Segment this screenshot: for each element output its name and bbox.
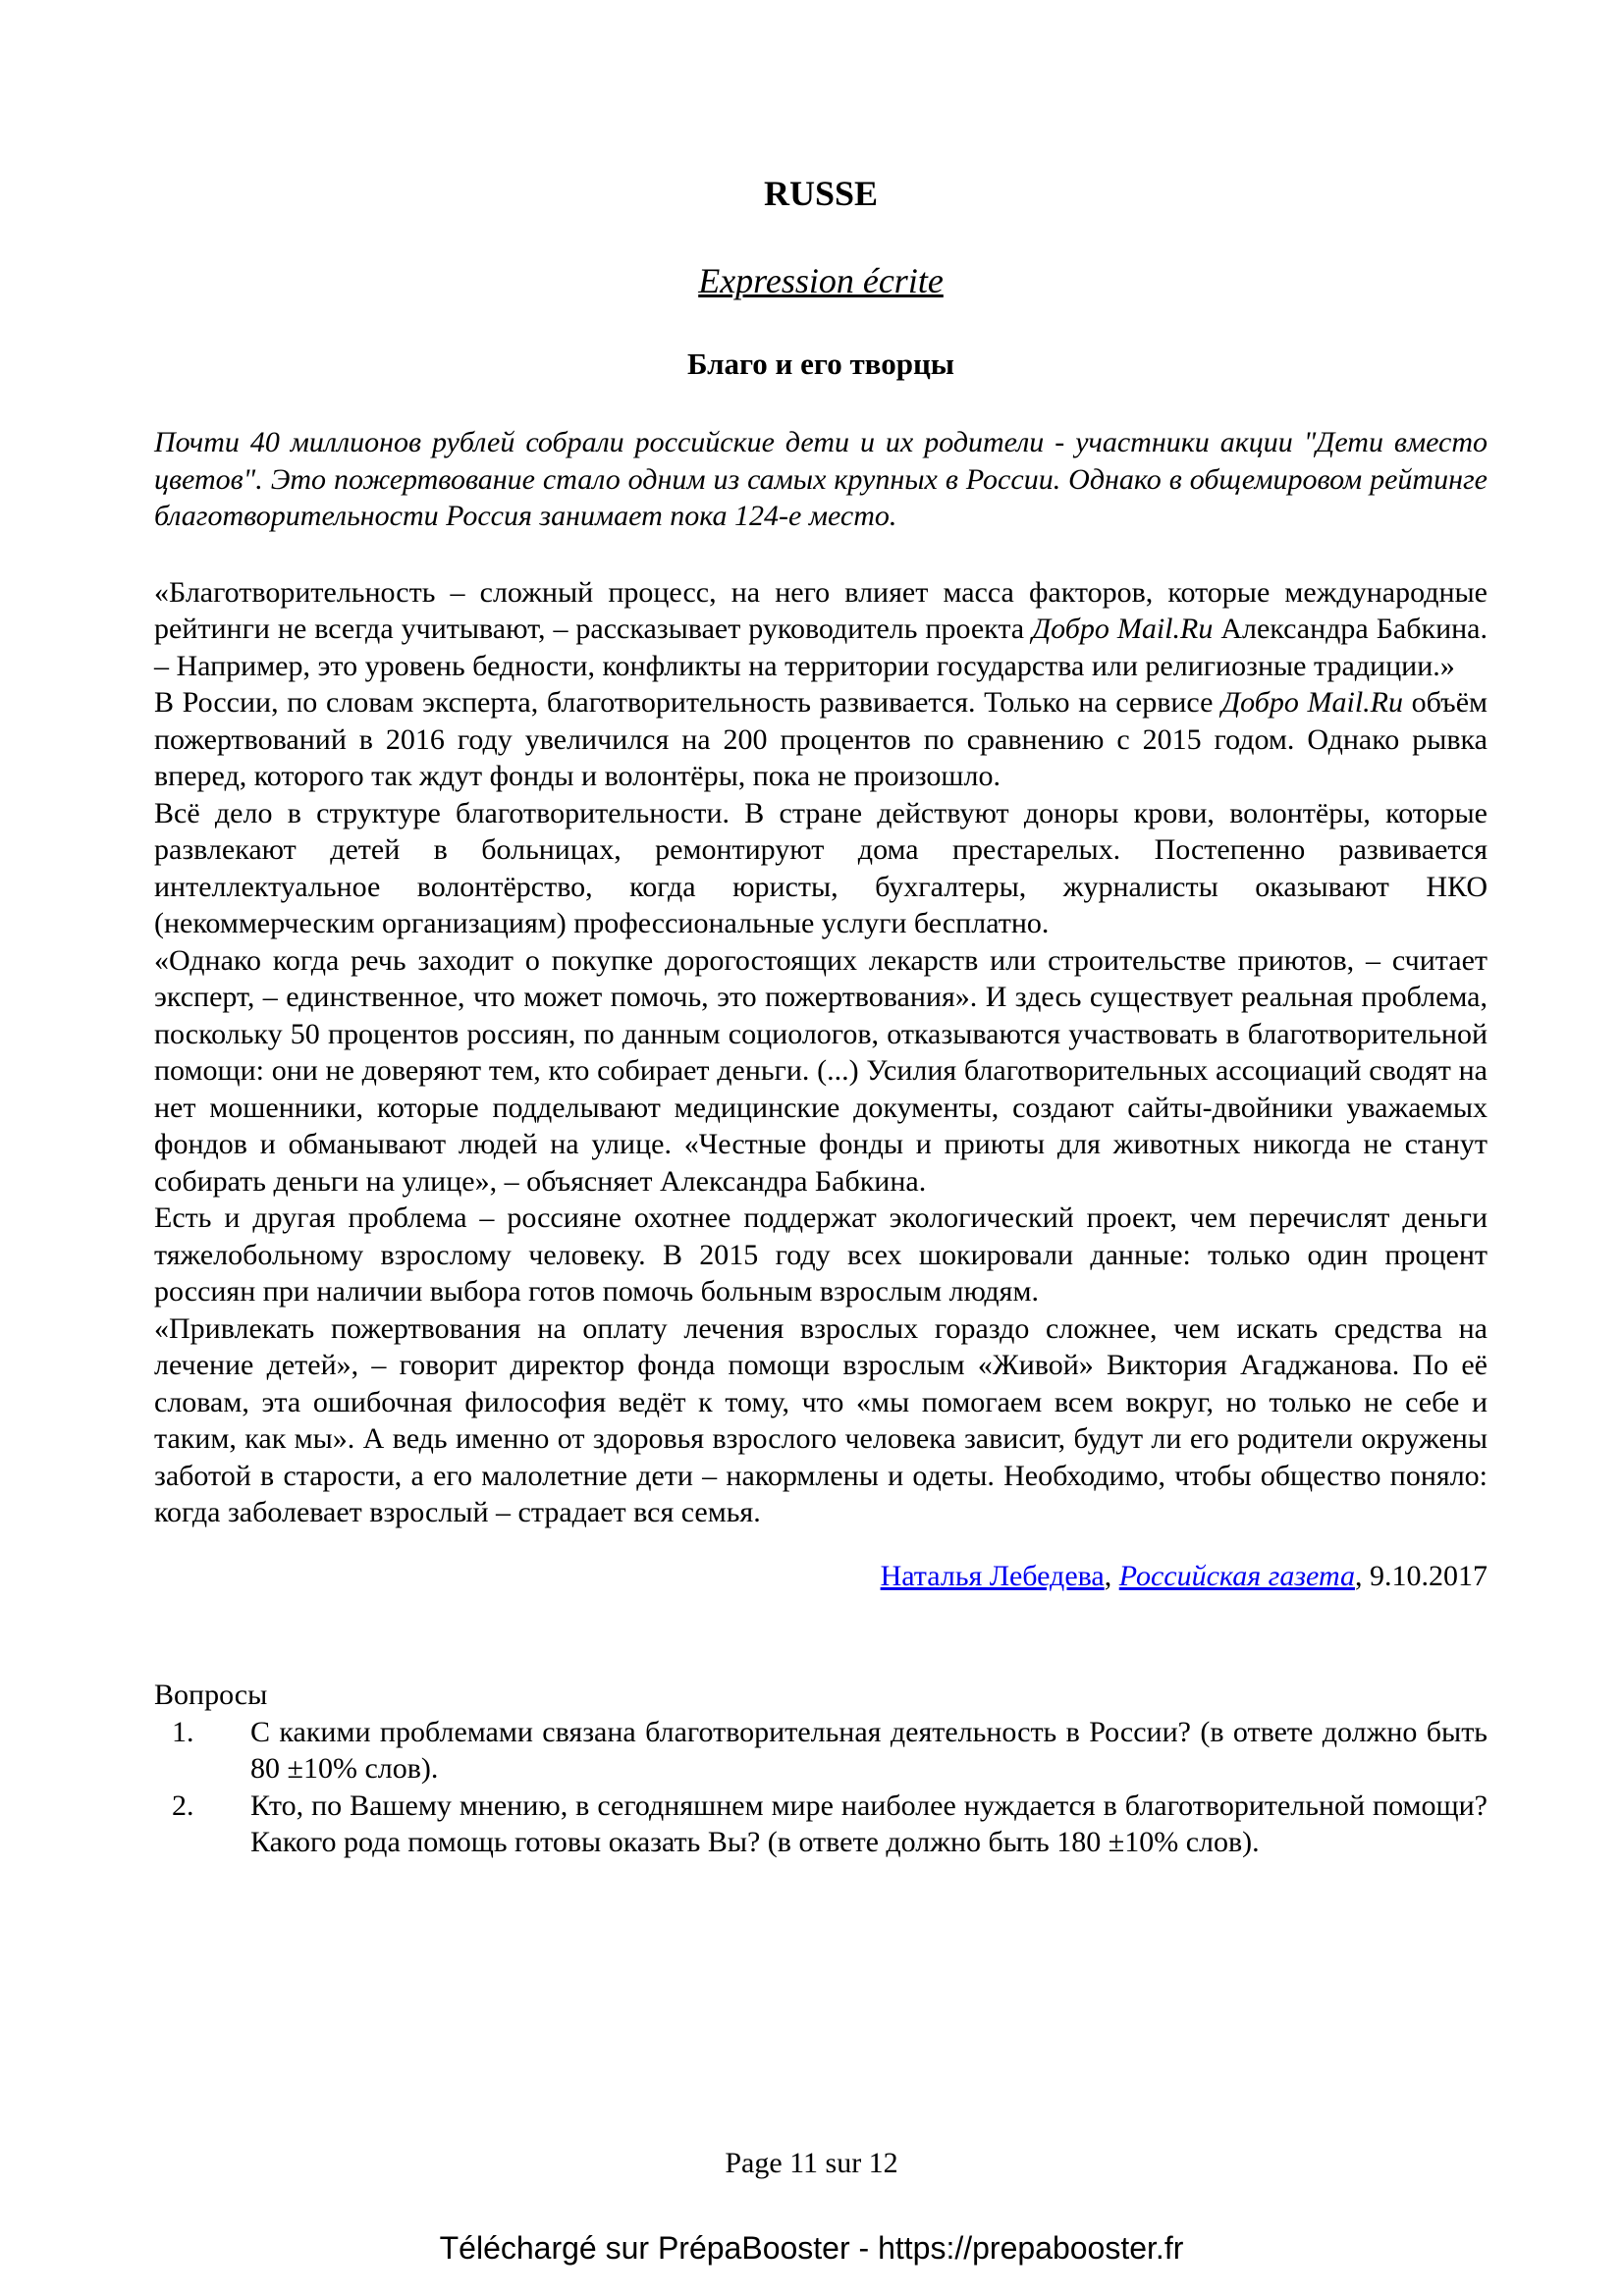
document-title: RUSSE (763, 174, 879, 213)
article-paragraph-3 (154, 795, 1488, 942)
attribution-line (154, 1558, 1488, 1595)
questions-label: Вопросы (154, 1679, 268, 1712)
question-text: Кто, по Вашему мнению, в сегодняшнем мире наиболее нуждается в благотворительной помощи? Какого рода помощь готовы оказать Вы? (в ответе должно быть 180 ±10% слов). (250, 1789, 1488, 1859)
article-title: Благо и его творцы (686, 347, 955, 382)
text-segment: «Однако когда речь заходит о покупке дорогостоящих лекарств или строительстве приютов, – считает эксперт, – единственное, что может помочь, это пожертвования». И здесь существует реальная проблема, поскольку 50 процентов россиян, по данным социологов, отказываются участвовать в благотворительной помощи: они не доверяют тем, кто собирает деньги. (...) Усилия благотворительных ассоциаций сводят на нет мошенники, которые подделывают медицинские документы, создают сайты-двойники уважаемых фондов и обманывают людей на улице. «Честные фонды и приюты для животных никогда не станут собирать деньги на улице», – объясняет Александра Бабкина. (154, 943, 1488, 1198)
text-segment: «Благотворительность – сложный процесс, на него влияет масса факторов, которые международные рейтинги не всегда учитывают, – рассказывает руководитель проекта (154, 575, 1488, 646)
text-segment: Всё дело в структуре благотворительности. В стране действуют доноры крови, волонтёры, которые развлекают детей в больницах, ремонтируют дома престарелых. Постепенно развивается интеллектуальное волонтёрство, когда юристы, бухгалтеры, журналисты оказывают НКО (некоммерческим организациям) профессиональные услуги бесплатно. (154, 796, 1488, 940)
article-paragraph-2 (154, 684, 1488, 795)
article-paragraph-1 (154, 574, 1488, 685)
text-segment: Александра Бабкина. – Например, это уровень бедности, конфликты на территории государства или религиозные традиции.» (154, 613, 1488, 682)
text-segment: Есть и другая проблема – россияне охотнее поддержат экологический проект, чем перечислят деньги тяжелобольному взрослому человеку. В 2015 году всех шокировали данные: только один процент россиян при наличии выбора готов помочь больным взрослым людям. (154, 1201, 1488, 1308)
question-number: 1. (172, 1715, 194, 1748)
article-intro: Почти 40 миллионов рублей собрали российские дети и их родители - участники акции "Дети вместо цветов". Это пожертвование стало одним из самых крупных в России. Однако в общемировом рейтинге благотворительности Россия занимает пока 124-е место. (154, 426, 1488, 533)
text-segment: Добро Mail.Ru (1032, 613, 1214, 646)
text-segment: В России, по словам эксперта, благотворительность развивается. Только на сервисе (154, 686, 1222, 720)
source-link[interactable]: Российская газета (1118, 1559, 1355, 1592)
text-segment: «Привлекать пожертвования на оплату лечения взрослых гораздо сложнее, чем искать средства на лечение детей», – говорит директор фонда помощи взрослым «Живой» Виктория Агаджанова. По её словам, эта ошибочная философия ведёт к тому, что «мы помогаем всем вокруг, но только не себе и таким, как мы». А ведь именно от здоровья взрослого человека зависит, будут ли его родители окружены заботой в старости, а его малолетние дети – накормлены и одеты. Необходимо, чтобы общество поняло: когда заболевает взрослый – страдает вся семья. (154, 1311, 1488, 1529)
article-paragraph-4 (154, 942, 1488, 1201)
attribution-date: 9.10.2017 (1370, 1559, 1488, 1592)
document-subtitle: Expression écrite (698, 260, 944, 300)
page-number: Page 11 sur 12 (725, 2147, 898, 2179)
article-paragraph-6 (154, 1310, 1488, 1531)
document-content (154, 175, 1488, 1861)
attribution-space (1363, 1560, 1371, 1592)
download-note: Téléchargé sur PrépaBooster - https://prepabooster.fr (439, 2230, 1184, 2266)
attribution-space (1111, 1560, 1119, 1592)
question-text: С какими проблемами связана благотворительная деятельность в России? (в ответе должно быть 80 ±10% слов). (250, 1715, 1488, 1786)
attribution-separator: , (1355, 1559, 1363, 1592)
question-item-1 (154, 1714, 1488, 1788)
questions-section (154, 1677, 1488, 1861)
text-segment: Добро Mail.Ru (1221, 686, 1404, 720)
question-number: 2. (172, 1789, 194, 1822)
question-item-2 (154, 1788, 1488, 1861)
text-segment: объём пожертвований в 2016 году увеличился на 200 процентов по сравнению с 2015 годом. Однако рывка вперед, которого так ждут фонды и волонтёры, пока не произошло. (154, 686, 1488, 793)
author-link[interactable]: Наталья Лебедева (880, 1559, 1105, 1592)
article-paragraph-5 (154, 1200, 1488, 1310)
attribution-separator: , (1104, 1559, 1112, 1592)
